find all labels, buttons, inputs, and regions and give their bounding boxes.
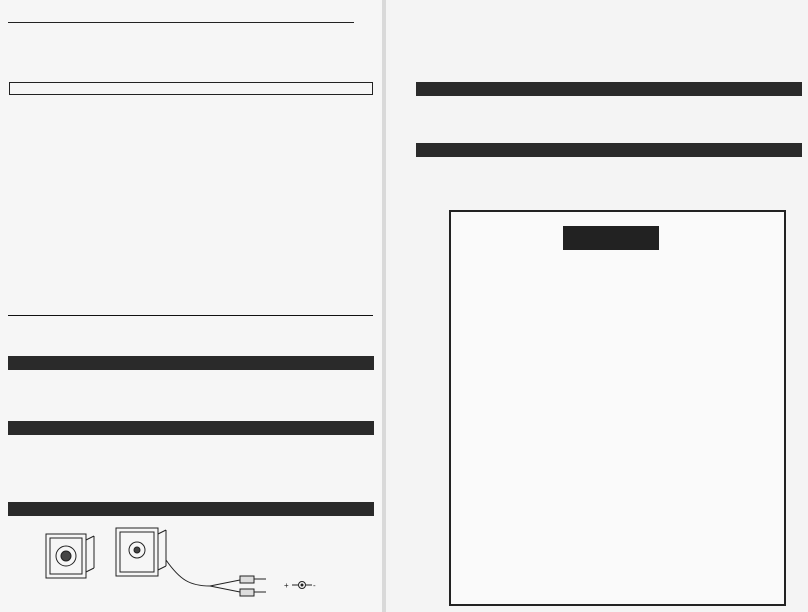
polarity-icon <box>284 581 316 590</box>
general-heading <box>8 356 374 370</box>
caution-title <box>563 226 659 250</box>
spec-header <box>10 83 373 95</box>
board-camera-drawing <box>46 534 94 578</box>
svg-text:-: - <box>313 581 316 590</box>
features-heading <box>8 421 374 435</box>
camera-diagram <box>40 520 340 600</box>
left-page <box>0 0 382 612</box>
caution-box <box>449 210 786 606</box>
connections-heading <box>416 82 802 96</box>
pinhole-camera-drawing <box>116 528 166 576</box>
intro-line-2 <box>8 21 354 23</box>
controls-heading <box>8 502 374 516</box>
accessories-heading <box>416 143 802 157</box>
cable-drawing <box>166 560 266 596</box>
svg-text:+: + <box>284 581 289 590</box>
warning-block <box>8 315 373 316</box>
spec-table <box>9 82 373 95</box>
